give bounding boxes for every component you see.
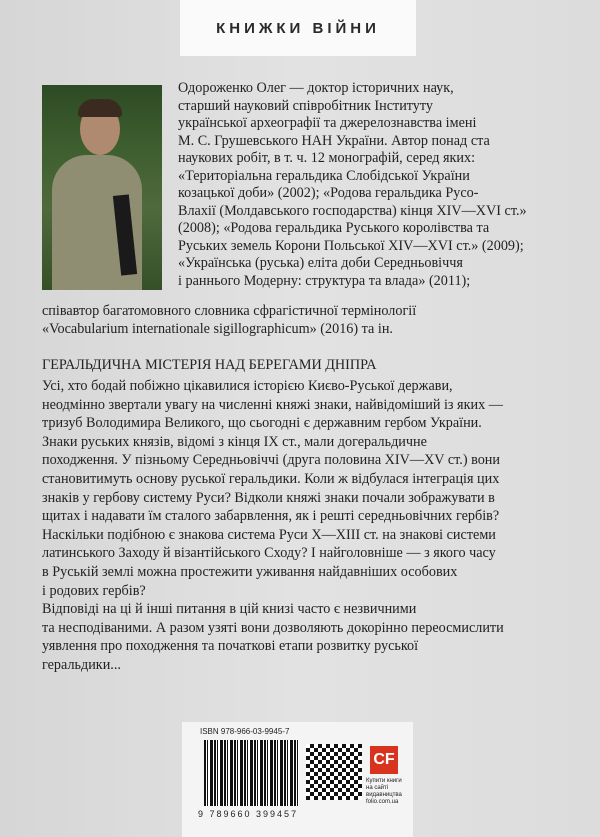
bio-line: «Vocabularium internationale sigillographicum» (2016) та ін. xyxy=(42,321,393,337)
text-line: уявлення про походження та початкові етапи розвитку руської xyxy=(42,638,419,655)
author-bio-continued xyxy=(42,302,416,338)
isbn-label: ISBN 978-966-03-9945-7 xyxy=(200,727,290,736)
bio-line: співавтор багатомовного словника сфрагістичної термінології xyxy=(42,303,417,319)
text-line: тризуб Володимира Великого, що сьогодні є державним гербом України. xyxy=(42,415,482,432)
bio-line: української археографії та джерелознавства імені xyxy=(178,115,477,131)
barcode-digits: 9 789660 399457 xyxy=(198,809,299,819)
text-line: в Руській землі можна простежити уживання найдавніших особових xyxy=(42,563,458,580)
buy-line: Купити книги xyxy=(366,778,402,784)
text-line: походження. У пізньому Середньовіччі (друга половина XIV—XV ст.) вони xyxy=(42,452,500,469)
author-bio xyxy=(178,80,527,290)
text-line: латинського Заходу й візантійського Сходу? І найголовніше — з якого часу xyxy=(42,545,496,562)
blurb-text xyxy=(42,377,504,675)
bio-line: наукових робіт, в т. ч. 12 монографій, серед яких: xyxy=(178,150,476,166)
text-line: Знаки руських князів, відомі з кінця IX ст., мали догеральдичне xyxy=(42,433,427,450)
series-banner xyxy=(180,0,416,56)
text-line: щитах і надавати їм сталого забарвлення, як і решті середньовічних гербів? xyxy=(42,508,500,525)
text-line: неодмінно звертали увагу на численні княжі знаки, найвідоміший із яких — xyxy=(42,396,503,413)
bio-line: Руських земель Корони Польської XIV—XVI ст.» (2009); xyxy=(178,237,524,254)
buy-text xyxy=(366,778,412,806)
bio-line: (2008); «Родова геральдика Руського королівства та xyxy=(178,220,490,236)
text-line: Наскільки подібною є знакова система Руси X—XIII ст. на знакові системи xyxy=(42,526,496,543)
barcode xyxy=(204,740,299,806)
text-line: геральдики... xyxy=(42,656,121,673)
qr-code[interactable] xyxy=(306,744,362,800)
bio-line: Одороженко Олег — доктор історичних наук, xyxy=(178,80,454,96)
text-line: Усі, хто бодай побіжно цікавилися історією Києво-Руської держави, xyxy=(42,378,453,394)
publisher-logo: CF xyxy=(370,746,398,774)
series-title: КНИЖКИ ВІЙНИ xyxy=(216,19,380,37)
bio-line: «Територіальна геральдика Слобідської України xyxy=(178,167,470,184)
author-photo xyxy=(42,85,162,290)
bio-line: «Українська (руська) еліта доби Середньовіччя xyxy=(178,255,463,271)
text-line: становитимуть основу руської геральдики. Коли ж відбулася інтеграція цих xyxy=(42,470,500,487)
text-line: та несподіваними. А разом узяті вони дозволяють докорінно переосмислити xyxy=(42,619,504,636)
bio-line: козацької доби» (2002); «Родова геральдика Русо- xyxy=(178,185,479,201)
blurb-heading: ГЕРАЛЬДИЧНА МІСТЕРІЯ НАД БЕРЕГАМИ ДНІПРА xyxy=(42,357,377,373)
buy-line: на сайті xyxy=(366,785,389,791)
bio-line: Влахії (Молдавського господарства) кінця XIV—XVI ст.» xyxy=(178,202,527,219)
isbn-box xyxy=(182,722,413,837)
bio-line: М. С. Грушевського НАН України. Автор понад ста xyxy=(178,132,490,149)
bio-line: і раннього Модерну: структура та влада» (2011); xyxy=(178,272,471,289)
text-line: знаків у гербову систему Руси? Відколи княжі знаки почали зображувати в xyxy=(42,489,495,506)
text-line: і родових гербів? xyxy=(42,582,146,599)
buy-line: folio.com.ua xyxy=(366,799,399,805)
bio-line: старший науковий співробітник Інституту xyxy=(178,97,433,114)
buy-line: видавництва xyxy=(366,792,402,798)
text-line: Відповіді на ці й інші питання в цій книзі часто є незвичними xyxy=(42,601,417,618)
